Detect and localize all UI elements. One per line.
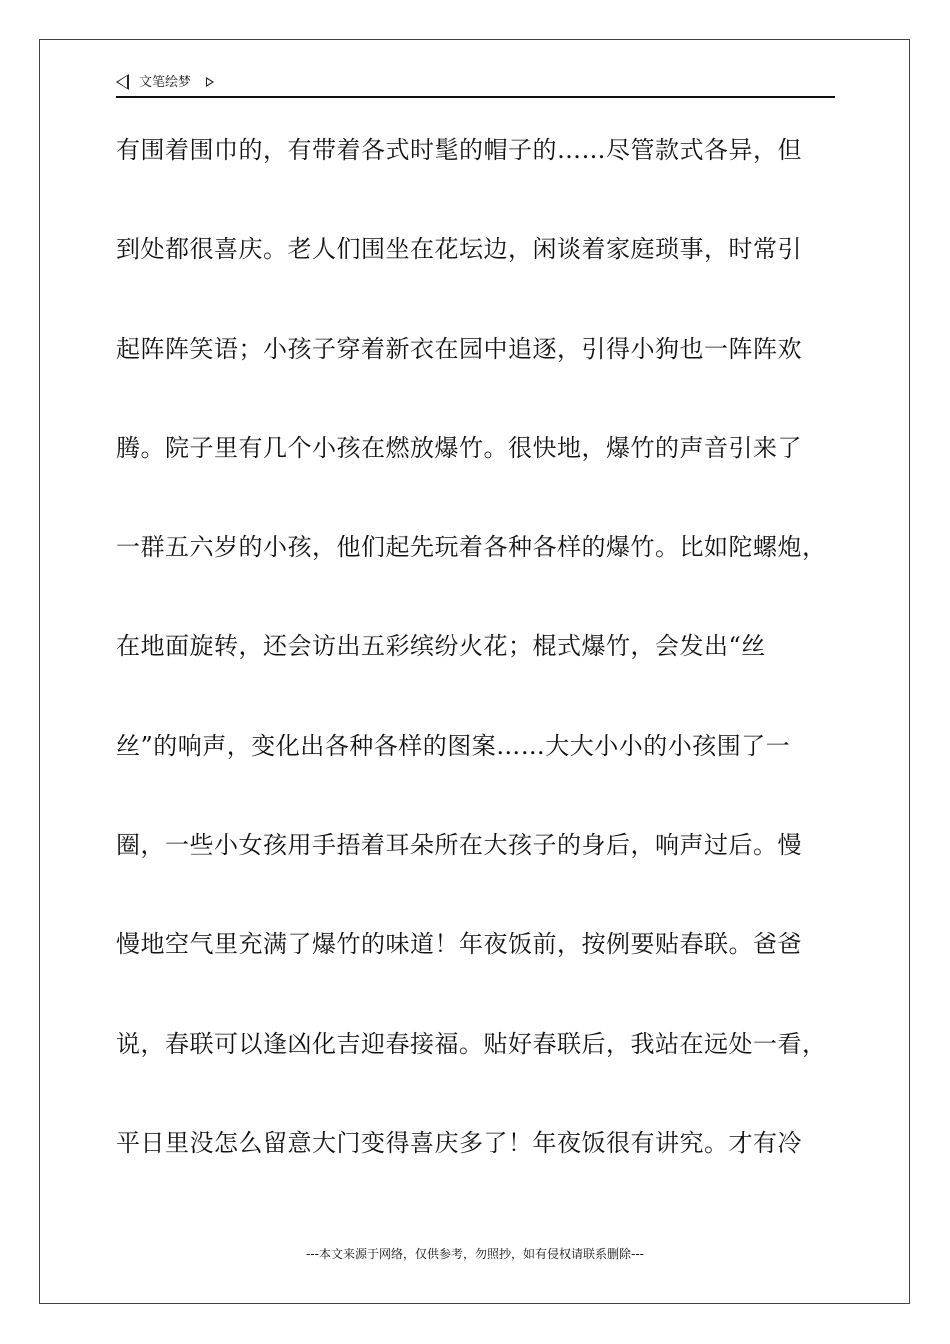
- triangle-right-icon: [206, 77, 214, 87]
- header-brand: 文笔绘梦: [139, 75, 192, 90]
- text-line: 慢地空气里充满了爆竹的味道！年夜饭前，按例要贴春联。爸爸: [116, 930, 802, 959]
- text-line: 腾。院子里有几个小孩在燃放爆竹。很快地，爆竹的声音引来了: [116, 433, 802, 462]
- body-text: [116, 125, 856, 1217]
- text-line: 说，春联可以逢凶化吉迎春接福。贴好春联后，我站在远处一看，: [116, 1029, 827, 1058]
- triangle-left-icon: [116, 74, 129, 90]
- text-line: 在地面旋转，还会访出五彩缤纷火花；棍式爆竹，会发出“丝: [116, 632, 766, 661]
- text-line: 有围着围巾的，有带着各式时髦的帽子的……尽管款式各异，但: [116, 136, 802, 164]
- footer-notice: ---本文来源于网络，仅供参考，勿照抄，如有侵权请联系删除---: [306, 1247, 644, 1261]
- page-header: [116, 72, 835, 98]
- text-line: 到处都很喜庆。老人们围坐在花坛边，闲谈着家庭琐事，时常引: [116, 235, 802, 264]
- text-line: 圈，一些小女孩用手捂着耳朵所在大孩子的身后，响声过后。慢: [116, 831, 802, 860]
- text-line: 平日里没怎么留意大门变得喜庆多了！年夜饭很有讲究。才有冷: [116, 1128, 802, 1157]
- text-line: 一群五六岁的小孩，他们起先玩着各种各样的爆竹。比如陀螺炮，: [116, 533, 827, 562]
- text-line: 起阵阵笑语；小孩子穿着新衣在园中追逐，引得小狗也一阵阵欢: [116, 334, 802, 363]
- text-line: 丝”的响声，变化出各种各样的图案……大大小小的小孩围了一: [116, 731, 791, 760]
